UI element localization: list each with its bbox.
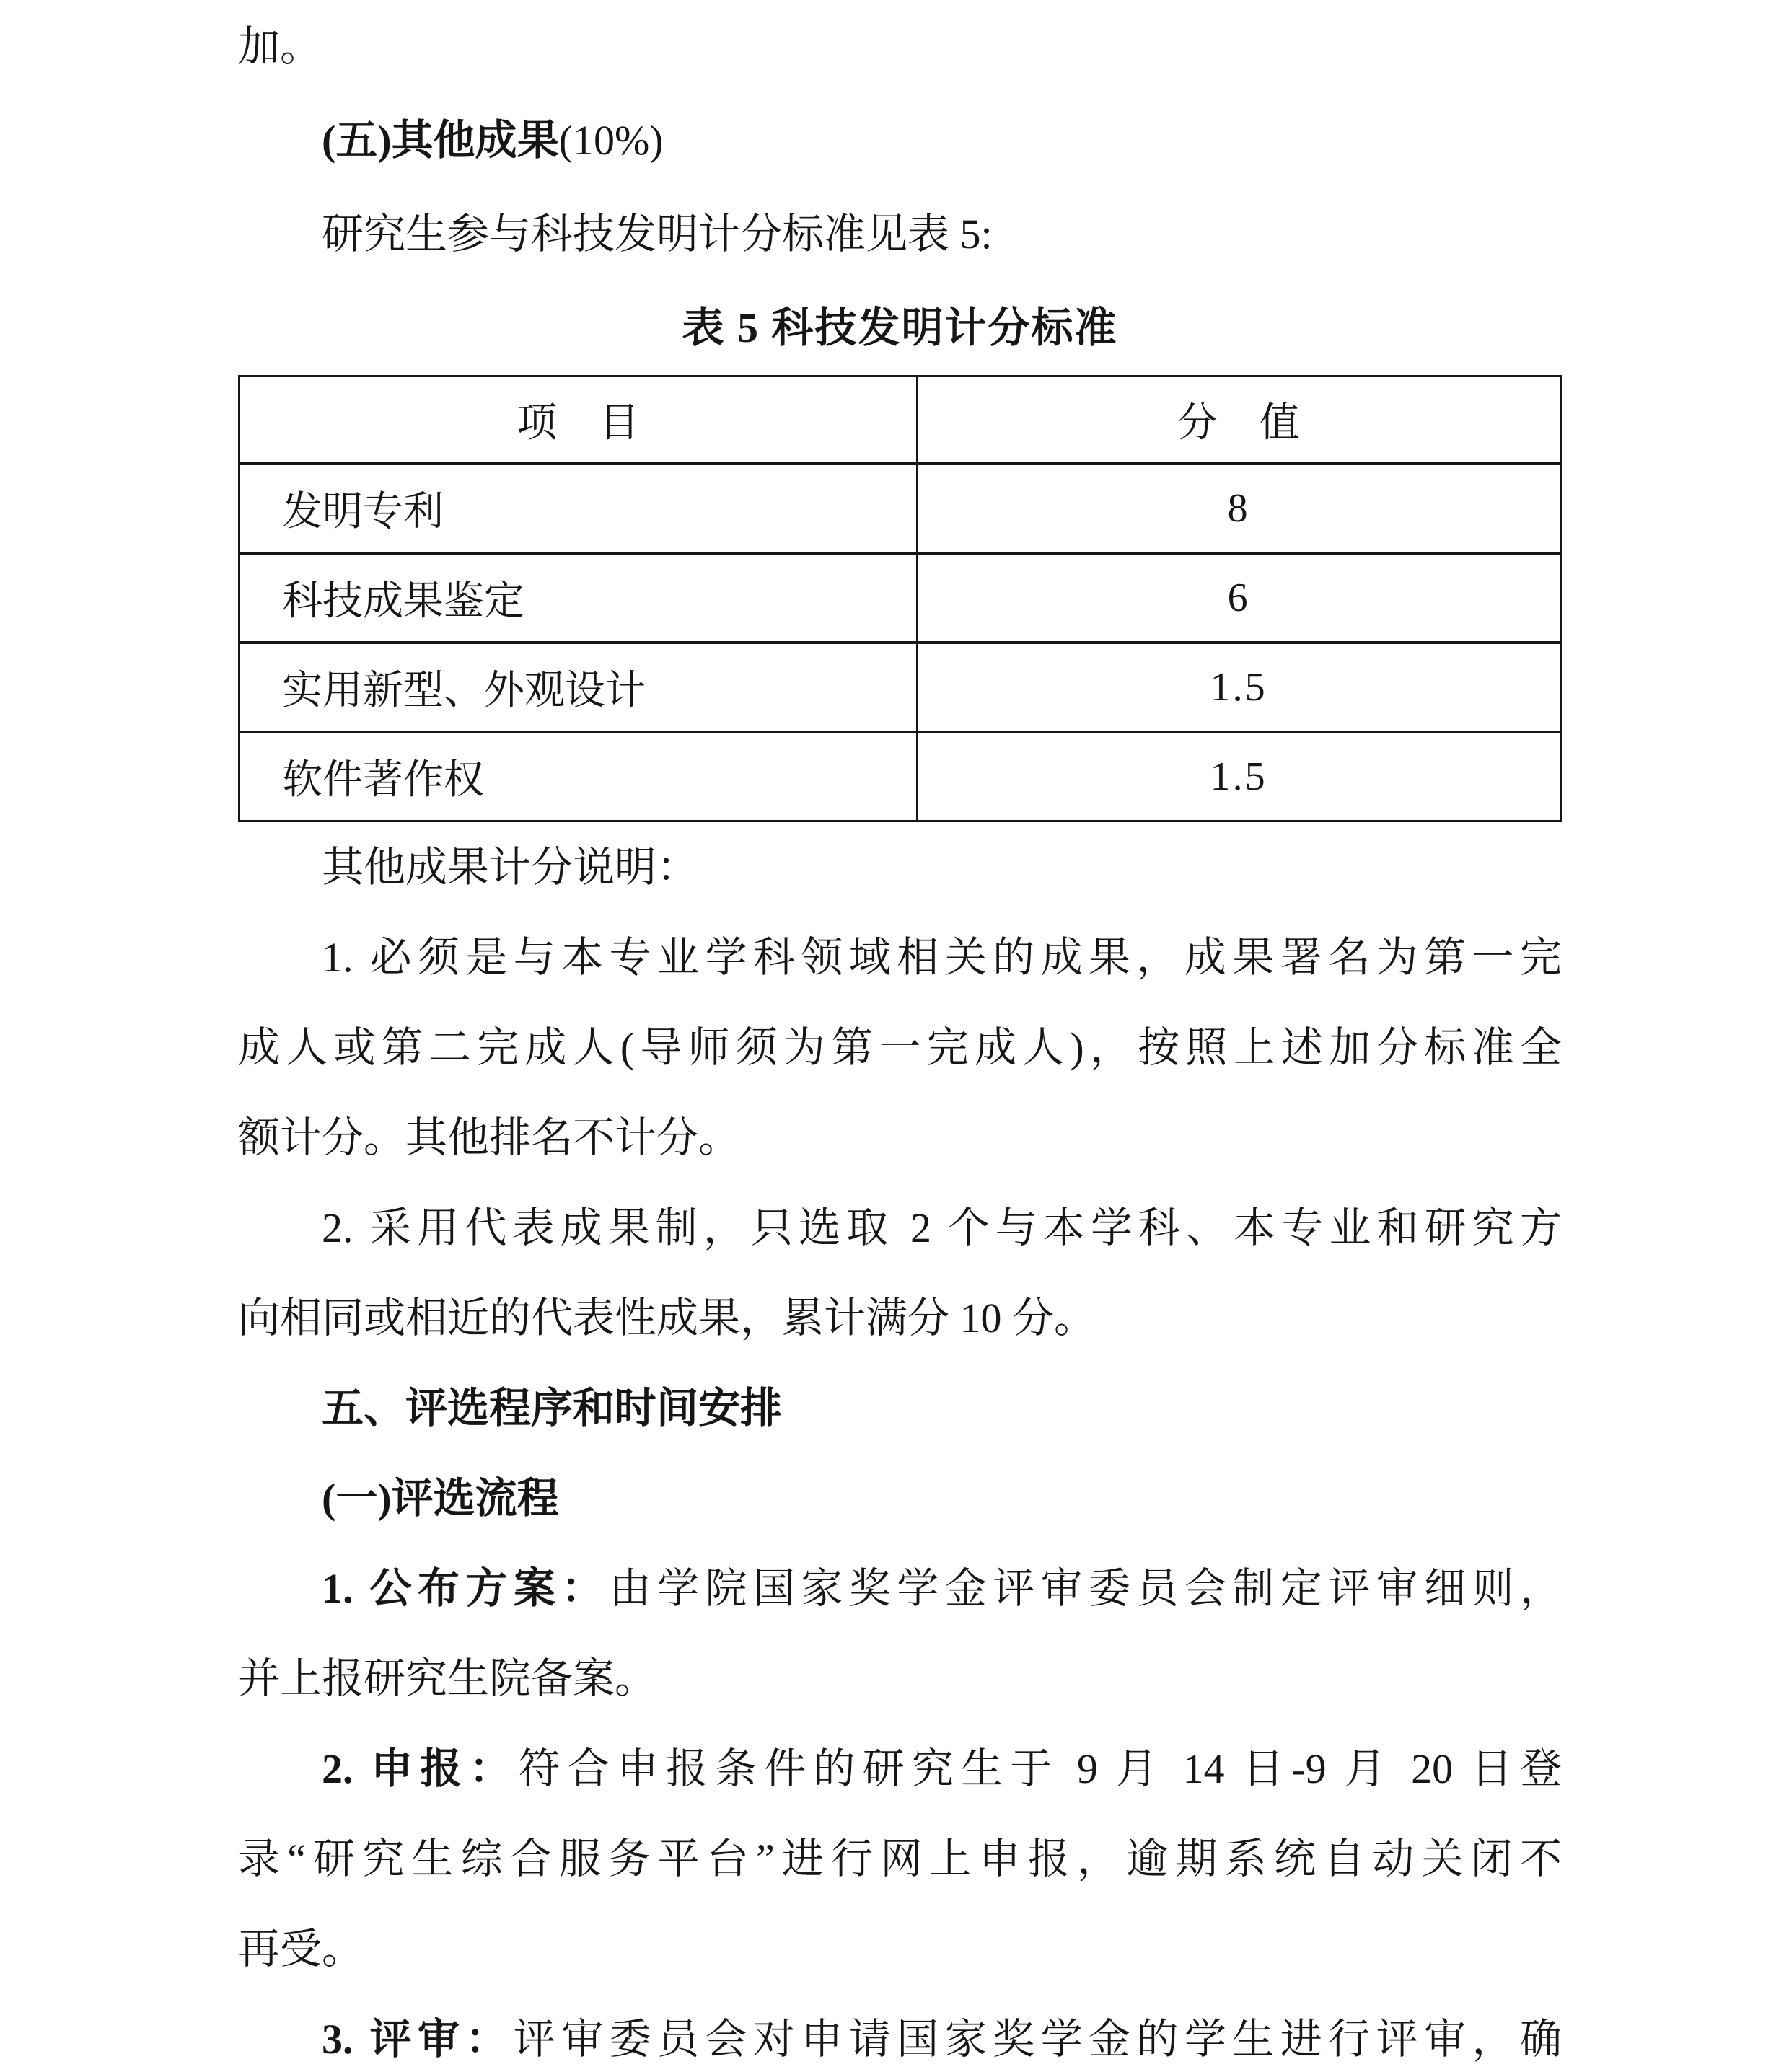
table-cell-item: 软件著作权 xyxy=(239,732,918,821)
table-row xyxy=(239,643,1561,732)
step1-line-2: 并上报研究生院备案。 xyxy=(238,1655,657,1702)
step2-line-2: 录“研究生综合服务平台”进行网上申报，逾期系统自动关闭不 xyxy=(238,1835,1562,1882)
step2-line-1 xyxy=(238,1724,1562,1814)
table-row xyxy=(239,464,1561,553)
heading-other-achievements-bold: (五)其他成果 xyxy=(322,117,559,164)
table-cell-score: 1.5 xyxy=(917,643,1560,732)
note2-line-1: 2. 采用代表成果制，只选取 2 个与本学科、本专业和研究方 xyxy=(322,1204,1562,1251)
col-header-item: 项 目 xyxy=(239,376,918,464)
heading-other-achievements-percent: (10%) xyxy=(558,117,664,164)
col-header-score: 分 值 xyxy=(917,376,1560,464)
step2-label: 2. 申报： xyxy=(322,1745,519,1792)
note1-line-3: 额计分。其他排名不计分。 xyxy=(238,1114,741,1161)
table-cell-score: 6 xyxy=(917,553,1560,643)
step3-text: 评审委员会对申请国家奖学金的学生进行评审，确 xyxy=(513,2016,1562,2063)
notes-title-line: 其他成果计分说明： xyxy=(322,844,699,891)
score-table xyxy=(238,375,1562,822)
note1-line-2: 成人或第二完成人(导师须为第一完成人)，按照上述加分标准全 xyxy=(238,1024,1562,1071)
table-caption: 表 5 科技发明计分标准 xyxy=(682,304,1118,351)
note2-line-2: 向相同或相近的代表性成果，累计满分 10 分。 xyxy=(238,1295,1096,1341)
step2-text: 符合申报条件的研究生于 9 月 14 日-9 月 20 日登 xyxy=(518,1745,1562,1792)
table-row xyxy=(239,553,1561,643)
heading-other-achievements xyxy=(238,94,1562,188)
table-header-row xyxy=(239,376,1561,464)
step3-line-1 xyxy=(238,1994,1562,2072)
step1-label: 1. 公布方案： xyxy=(322,1565,610,1612)
step1-text: 由学院国家奖学金评审委员会制定评审细则， xyxy=(609,1565,1562,1612)
table-row xyxy=(239,732,1561,821)
subsection1-heading: (一)评选流程 xyxy=(322,1475,559,1522)
section5-heading: 五、评选程序和时间安排 xyxy=(322,1385,783,1432)
step1-line-1 xyxy=(238,1543,1562,1634)
table-cell-score: 1.5 xyxy=(917,732,1560,821)
table-cell-score: 8 xyxy=(917,464,1560,553)
step3-label: 3. 评审： xyxy=(322,2016,514,2063)
continuation-line: 加。 xyxy=(238,23,322,70)
note1-line-1: 1. 必须是与本专业学科领域相关的成果，成果署名为第一完 xyxy=(322,934,1562,981)
table-cell-item: 实用新型、外观设计 xyxy=(239,643,918,732)
step2-line-3: 再受。 xyxy=(238,1926,364,1972)
table-cell-item: 科技成果鉴定 xyxy=(239,553,918,643)
table-intro-line: 研究生参与科技发明计分标准见表 5: xyxy=(322,211,993,257)
table-cell-item: 发明专利 xyxy=(239,464,918,553)
